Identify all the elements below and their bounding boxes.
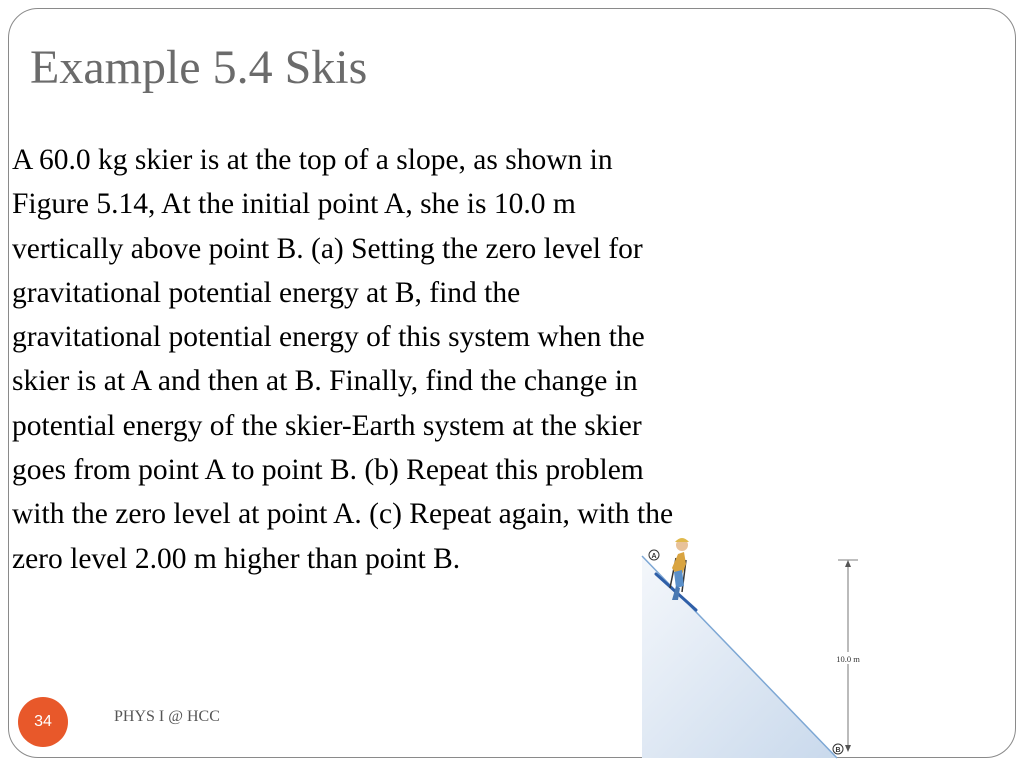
point-b-label: B	[835, 747, 841, 754]
ski-slope-figure	[632, 528, 872, 760]
height-label: 10.0 m	[836, 654, 860, 664]
problem-text-line: gravitational potential energy of this system when the	[12, 321, 645, 354]
problem-text	[12, 138, 862, 581]
problem-text-line: gravitational potential energy at B, find the	[12, 276, 521, 309]
problem-text-line: potential energy of the skier-Earth system at the skier	[12, 409, 642, 442]
problem-text-line: goes from point A to point B. (b) Repeat this problem	[12, 454, 644, 487]
problem-text-line: with the zero level at point A. (c) Repeat again, with the	[12, 498, 674, 531]
height-arrow-up	[845, 560, 851, 567]
problem-text-line: skier is at A and then at B. Finally, find the change in	[12, 365, 638, 398]
footer-course: PHYS I @ HCC	[114, 708, 220, 725]
problem-text-line: zero level 2.00 m higher than point B.	[12, 542, 461, 575]
slide-title: Example 5.4 Skis	[30, 41, 368, 94]
problem-text-line: Figure 5.14, At the initial point A, she is 10.0 m	[12, 188, 576, 221]
height-arrow-down	[845, 745, 851, 752]
slide-number-badge: 34	[18, 697, 68, 747]
point-a-label: A	[651, 553, 657, 560]
problem-text-line: A 60.0 kg skier is at the top of a slope, as shown in	[12, 144, 613, 176]
problem-text-line: vertically above point B. (a) Setting the zero level for	[12, 232, 643, 265]
ski-slope-diagram	[632, 528, 872, 760]
